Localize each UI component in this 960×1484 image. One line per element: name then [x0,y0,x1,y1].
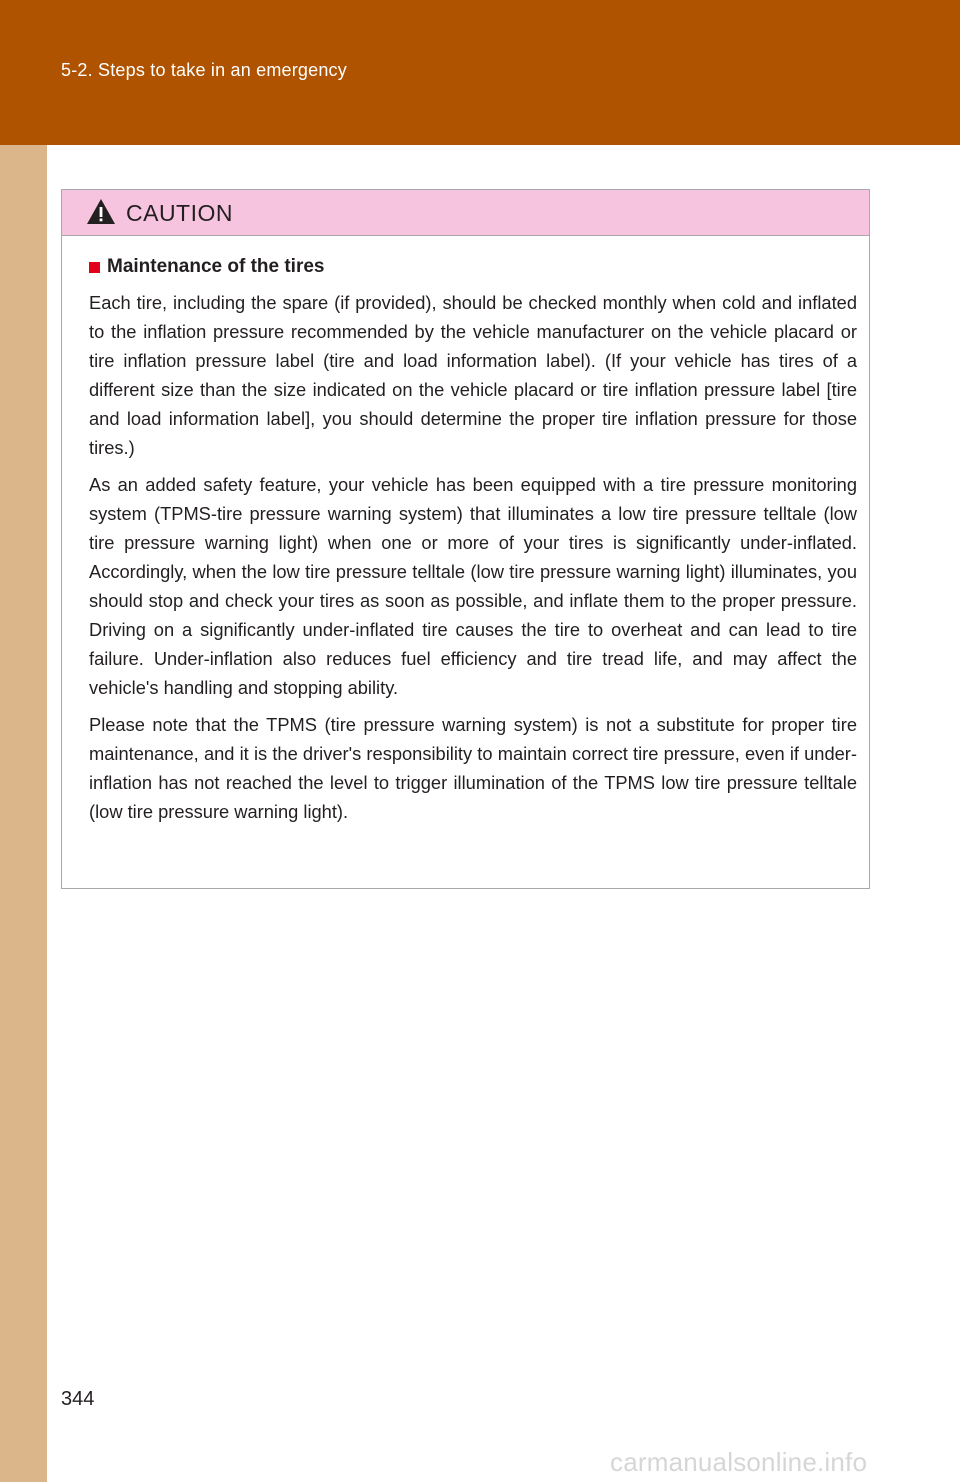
caution-box [61,189,870,889]
page-header [0,0,960,145]
section-title: 5-2. Steps to take in an emergency [61,60,347,80]
square-bullet-icon [89,262,100,273]
page-number: 344 [61,1388,95,1410]
section-heading-text: Maintenance of the tires [107,256,325,277]
watermark: carmanualsonline.info [610,1447,868,1477]
section-heading [89,256,857,278]
warning-triangle-icon [86,198,116,225]
paragraph: As an added safety feature, your vehicle has been equipped with a tire pressure monitoring system (TPMS-tire pressure warning system) that illuminates a low tire pressure telltale (low tire pressure warning light) when one or more of your tires is significantly under-inflated. Accordingly, when the low tire pressure telltale (low tire pressure warning light) illuminates, you should stop and check your tires as soon as possible, and inflate them to the proper pressure. Driving on a significantly under-inflated tire causes the tire to overheat and can lead to tire failure. Under-inflation also reduces fuel efficiency and tire tread life, and may affect the vehicle's handling and stopping ability. [89,474,857,698]
paragraph: Please note that the TPMS (tire pressure warning system) is not a substitute for proper tire maintenance, and it is the driver's responsibility to maintain correct tire pressure, even if under-inflation has not reached the level to trigger illumination of the TPMS low tire pressure telltale (low tire pressure warning light). [89,714,857,822]
caution-header [62,190,869,236]
caution-body [62,236,869,826]
paragraph: Each tire, including the spare (if provided), should be checked monthly when cold and inflated to the inflation pressure recommended by the vehicle manufacturer on the vehicle placard or tire inflation pressure label (tire and load information label). (If your vehicle has tires of a different size than the size indicated on the vehicle placard or tire inflation pressure label [tire and load information label], you should determine the proper tire inflation pressure for those tires.) [89,292,857,458]
side-tab [0,145,47,1482]
caution-title: CAUTION [126,200,233,226]
